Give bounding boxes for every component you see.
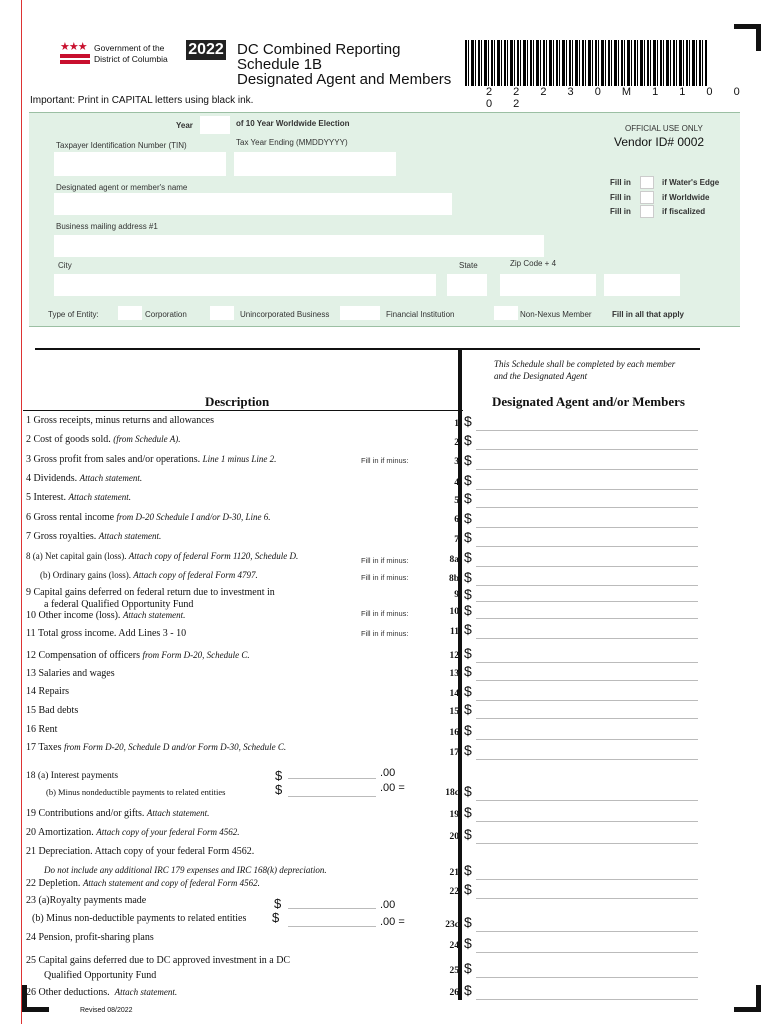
line-num-4: 4	[454, 478, 459, 488]
dollar-22: $	[464, 881, 472, 897]
zip-input[interactable]	[500, 274, 596, 296]
vendor-id: Vendor ID# 0002	[614, 135, 705, 149]
line-3-fill-if-minus: Fill in if minus:	[361, 456, 409, 465]
line-21-label: 21 Depreciation. Attach copy of your federal Form 4562.	[26, 846, 255, 857]
revised-date: Revised 08/2022	[80, 1007, 133, 1014]
dollar-10: $	[464, 602, 472, 618]
dollar-14: $	[464, 683, 472, 699]
line-25-label-2: Qualified Opportunity Fund	[44, 970, 157, 981]
line-9-input[interactable]	[476, 601, 698, 602]
line-num-11: 11	[450, 627, 459, 637]
dollar-17: $	[464, 742, 472, 758]
financial-label: Financial Institution	[386, 310, 455, 319]
line-25-label-1: 25 Capital gains deferred due to DC approved investment in a DC	[26, 955, 291, 966]
dollar-18c: $	[464, 783, 472, 799]
dollar-21: $	[464, 862, 472, 878]
line-24-input[interactable]	[476, 952, 698, 953]
line-15-input[interactable]	[476, 718, 698, 719]
line-num-19: 19	[449, 810, 459, 820]
line-18b-dollar: $	[275, 782, 283, 797]
line-4-label: 4 Dividends. Attach statement.	[26, 473, 143, 484]
line-5-input[interactable]	[476, 507, 698, 508]
state-label: State	[459, 261, 478, 270]
line-num-22: 22	[449, 887, 459, 897]
dollar-24: $	[464, 935, 472, 951]
line-num-23c: 23c	[445, 920, 459, 930]
line-num-21: 21	[449, 868, 459, 878]
dollar-1: $	[464, 413, 472, 429]
waters-edge-checkbox[interactable]	[640, 176, 654, 189]
year-label: Year	[176, 121, 193, 130]
fill-all-label: Fill in all that apply	[612, 310, 685, 319]
line-4-input[interactable]	[476, 489, 698, 490]
line-7-label: 7 Gross royalties. Attach statement.	[26, 531, 162, 542]
line-num-17: 17	[449, 748, 459, 758]
line-num-9: 9	[454, 590, 459, 600]
dollar-5: $	[464, 490, 472, 506]
dc-flag-logo: ★★★	[60, 42, 90, 64]
dollar-23c: $	[464, 914, 472, 930]
dollar-7: $	[464, 529, 472, 545]
form-title-3: Designated Agent and Members	[237, 71, 452, 88]
line-23b-input[interactable]	[288, 912, 376, 927]
line-num-3: 3	[454, 457, 459, 467]
dollar-12: $	[464, 645, 472, 661]
line-23b-cents: .00 =	[380, 916, 405, 928]
city-input[interactable]	[54, 274, 436, 296]
line-num-12: 12	[449, 651, 459, 661]
line-num-20: 20	[449, 832, 459, 842]
gov-line2: District of Columbia	[94, 54, 168, 64]
line-3-input[interactable]	[476, 469, 698, 470]
line-8b-fill-if-minus: Fill in if minus:	[361, 573, 409, 582]
agent-name-label: Designated agent or member's name	[56, 183, 188, 192]
dollar-3: $	[464, 452, 472, 468]
line-19-input[interactable]	[476, 821, 698, 822]
nonnexus-checkbox[interactable]	[494, 306, 518, 320]
election-label: of 10 Year Worldwide Election	[236, 119, 350, 128]
official-use-label: OFFICIAL USE ONLY	[625, 124, 703, 133]
entity-label: Type of Entity:	[48, 310, 99, 319]
line-17-input[interactable]	[476, 759, 698, 760]
line-num-15: 15	[449, 707, 459, 717]
line-11-fill-if-minus: Fill in if minus:	[361, 629, 409, 638]
line-19-label: 19 Contributions and/or gifts. Attach statement.	[26, 808, 210, 819]
address-input[interactable]	[54, 235, 544, 257]
table-top-rule	[35, 348, 700, 350]
line-7-input[interactable]	[476, 546, 698, 547]
fiscalized-checkbox[interactable]	[640, 205, 654, 218]
line-20-label: 20 Amortization. Attach copy of your federal Form 4562.	[26, 827, 240, 838]
line-2-label: 2 Cost of goods sold. (from Schedule A).	[26, 434, 181, 445]
city-label: City	[58, 261, 72, 270]
line-11-label: 11 Total gross income. Add Lines 3 - 10	[26, 628, 187, 639]
line-16-input[interactable]	[476, 739, 698, 740]
line-num-16: 16	[449, 728, 459, 738]
corporation-label: Corporation	[145, 310, 187, 319]
schedule-note-2: and the Designated Agent	[494, 371, 588, 381]
line-3-label: 3 Gross profit from sales and/or operations. Line 1 minus Line 2.	[26, 454, 277, 465]
amount-column-header: Designated Agent and/or Members	[492, 394, 685, 409]
line-5-label: 5 Interest. Attach statement.	[26, 492, 131, 503]
address-label: Business mailing address #1	[56, 222, 158, 231]
line-1-label: 1 Gross receipts, minus returns and allowances	[26, 415, 215, 426]
line-23b-label: (b) Minus non-deductible payments to related entities	[32, 913, 247, 924]
corner-mark-br	[734, 985, 761, 1012]
line-num-7: 7	[454, 535, 459, 545]
line-11-input[interactable]	[476, 638, 698, 639]
dollar-13: $	[464, 663, 472, 679]
line-6-input[interactable]	[476, 527, 698, 528]
zip-ext-input[interactable]	[604, 274, 680, 296]
dollar-11: $	[464, 621, 472, 637]
line-num-10: 10	[449, 607, 459, 617]
line-8a-label: 8 (a) Net capital gain (loss). Attach copy of federal Form 1120, Schedule D.	[26, 551, 299, 561]
dollar-19: $	[464, 804, 472, 820]
line-15-label: 15 Bad debts	[26, 705, 79, 716]
dollar-8a: $	[464, 549, 472, 565]
header-rule	[23, 410, 463, 411]
line-num-1: 1	[454, 419, 459, 429]
dollar-6: $	[464, 510, 472, 526]
unincorporated-label: Unincorporated Business	[240, 310, 330, 319]
schedule-note-1: This Schedule shall be completed by each member	[494, 359, 676, 369]
tin-input[interactable]	[54, 152, 226, 176]
form-title-2: Schedule 1B	[237, 56, 323, 73]
line-18a-label: 18 (a) Interest payments	[26, 771, 119, 781]
line-23b-dollar: $	[272, 910, 280, 925]
fill-in-label-1: Fill in	[610, 178, 631, 187]
line-12-input[interactable]	[476, 662, 698, 663]
election-year-input[interactable]	[200, 116, 230, 134]
barcode-digits: 2 2 2 3 0 M 1 1 0 0 0 2	[486, 86, 749, 110]
corporation-checkbox[interactable]	[118, 306, 142, 320]
line-num-8b: 8b	[448, 574, 459, 584]
dollar-25: $	[464, 960, 472, 976]
line-num-18c: 18c	[445, 788, 459, 798]
financial-checkbox[interactable]	[340, 306, 380, 320]
zip-label: Zip Code + 4	[510, 259, 557, 268]
dollar-2: $	[464, 432, 472, 448]
line-6-label: 6 Gross rental income from D-20 Schedule I and/or D-30, Line 6.	[26, 512, 271, 523]
fill-in-label-3: Fill in	[610, 207, 631, 216]
line-num-13: 13	[449, 669, 459, 679]
line-9-label-1: 9 Capital gains deferred on federal return due to investment in	[26, 587, 275, 598]
margin-line	[21, 0, 22, 1024]
line-23a-cents: .00	[380, 899, 396, 911]
line-18a-cents: .00	[380, 767, 396, 779]
line-8b-input[interactable]	[476, 585, 698, 586]
line-10-input[interactable]	[476, 618, 698, 619]
line-num-14: 14	[449, 689, 459, 699]
line-10-fill-if-minus: Fill in if minus:	[361, 609, 409, 618]
line-18b-cents: .00 =	[380, 782, 405, 794]
line-8a-input[interactable]	[476, 566, 698, 567]
line-13-label: 13 Salaries and wages	[26, 668, 115, 679]
dollar-15: $	[464, 701, 472, 717]
line-23a-label: 23 (a)Royalty payments made	[26, 895, 147, 906]
agent-name-input[interactable]	[54, 193, 452, 215]
line-23c-input[interactable]	[476, 931, 698, 932]
gov-line1: Government of the	[94, 43, 165, 53]
dollar-4: $	[464, 472, 472, 488]
line-num-25: 25	[449, 966, 459, 976]
line-18a-input[interactable]	[288, 764, 376, 779]
line-13-input[interactable]	[476, 680, 698, 681]
nonnexus-label: Non-Nexus Member	[520, 310, 592, 319]
line-2-input[interactable]	[476, 449, 698, 450]
worldwide-checkbox[interactable]	[640, 191, 654, 204]
line-20-input[interactable]	[476, 843, 698, 844]
line-18a-dollar: $	[275, 768, 283, 783]
line-16-label: 16 Rent	[26, 724, 58, 735]
line-26-label: 26 Other deductions. Attach statement.	[26, 987, 178, 998]
worldwide-label: if Worldwide	[662, 193, 710, 202]
tax-year-ending-input[interactable]	[234, 152, 396, 176]
line-23a-dollar: $	[274, 896, 282, 911]
line-18b-label: (b) Minus nondeductible payments to related entities	[46, 787, 226, 797]
line-14-input[interactable]	[476, 700, 698, 701]
line-9-label-2: a federal Qualified Opportunity Fund	[44, 599, 194, 610]
unincorporated-checkbox[interactable]	[210, 306, 234, 320]
description-header: Description	[205, 394, 270, 409]
corner-mark-tr	[734, 24, 761, 51]
fill-in-label-2: Fill in	[610, 193, 631, 202]
dollar-16: $	[464, 722, 472, 738]
line-num-8a: 8a	[449, 555, 459, 565]
line-22-input[interactable]	[476, 898, 698, 899]
line-num-26: 26	[449, 988, 459, 998]
fiscalized-label: if fiscalized	[662, 207, 706, 216]
line-18c-input[interactable]	[476, 800, 698, 801]
line-17-label: 17 Taxes from Form D-20, Schedule D and/or Form D-30, Schedule C.	[26, 742, 287, 753]
line-22-label: 22 Depletion. Attach statement and copy of federal Form 4562.	[26, 878, 260, 889]
waters-edge-label: if Water's Edge	[662, 178, 720, 187]
line-24-label: 24 Pension, profit-sharing plans	[26, 932, 154, 943]
form-title-1: DC Combined Reporting	[237, 41, 401, 58]
line-num-24: 24	[449, 941, 459, 951]
line-num-6: 6	[454, 515, 459, 525]
line-26-input[interactable]	[476, 999, 698, 1000]
form-year: 2022	[186, 40, 226, 60]
line-12-label: 12 Compensation of officers from Form D-20, Schedule C.	[26, 650, 250, 661]
tin-label: Taxpayer Identification Number (TIN)	[56, 141, 187, 150]
dollar-20: $	[464, 826, 472, 842]
important-note: Important: Print in CAPITAL letters using black ink.	[30, 95, 254, 106]
state-input[interactable]	[447, 274, 487, 296]
dollar-26: $	[464, 982, 472, 998]
line-25-input[interactable]	[476, 977, 698, 978]
line-23a-input[interactable]	[288, 894, 376, 909]
barcode	[465, 40, 707, 86]
dollar-9: $	[464, 586, 472, 602]
dollar-8b: $	[464, 569, 472, 585]
tax-year-ending-label: Tax Year Ending (MMDDYYYY)	[236, 138, 348, 147]
line-1-input[interactable]	[476, 430, 698, 431]
line-21-input[interactable]	[476, 879, 698, 880]
line-14-label: 14 Repairs	[26, 686, 70, 697]
line-21-note: Do not include any additional IRC 179 expenses and IRC 168(k) depreciation.	[44, 865, 327, 875]
line-8b-label: (b) Ordinary gains (loss). Attach copy of federal Form 4797.	[40, 570, 258, 580]
line-8a-fill-if-minus: Fill in if minus:	[361, 556, 409, 565]
line-10-label: 10 Other income (loss). Attach statement.	[26, 610, 186, 621]
line-18b-input[interactable]	[288, 782, 376, 797]
line-num-2: 2	[454, 438, 459, 448]
line-num-5: 5	[454, 496, 459, 506]
